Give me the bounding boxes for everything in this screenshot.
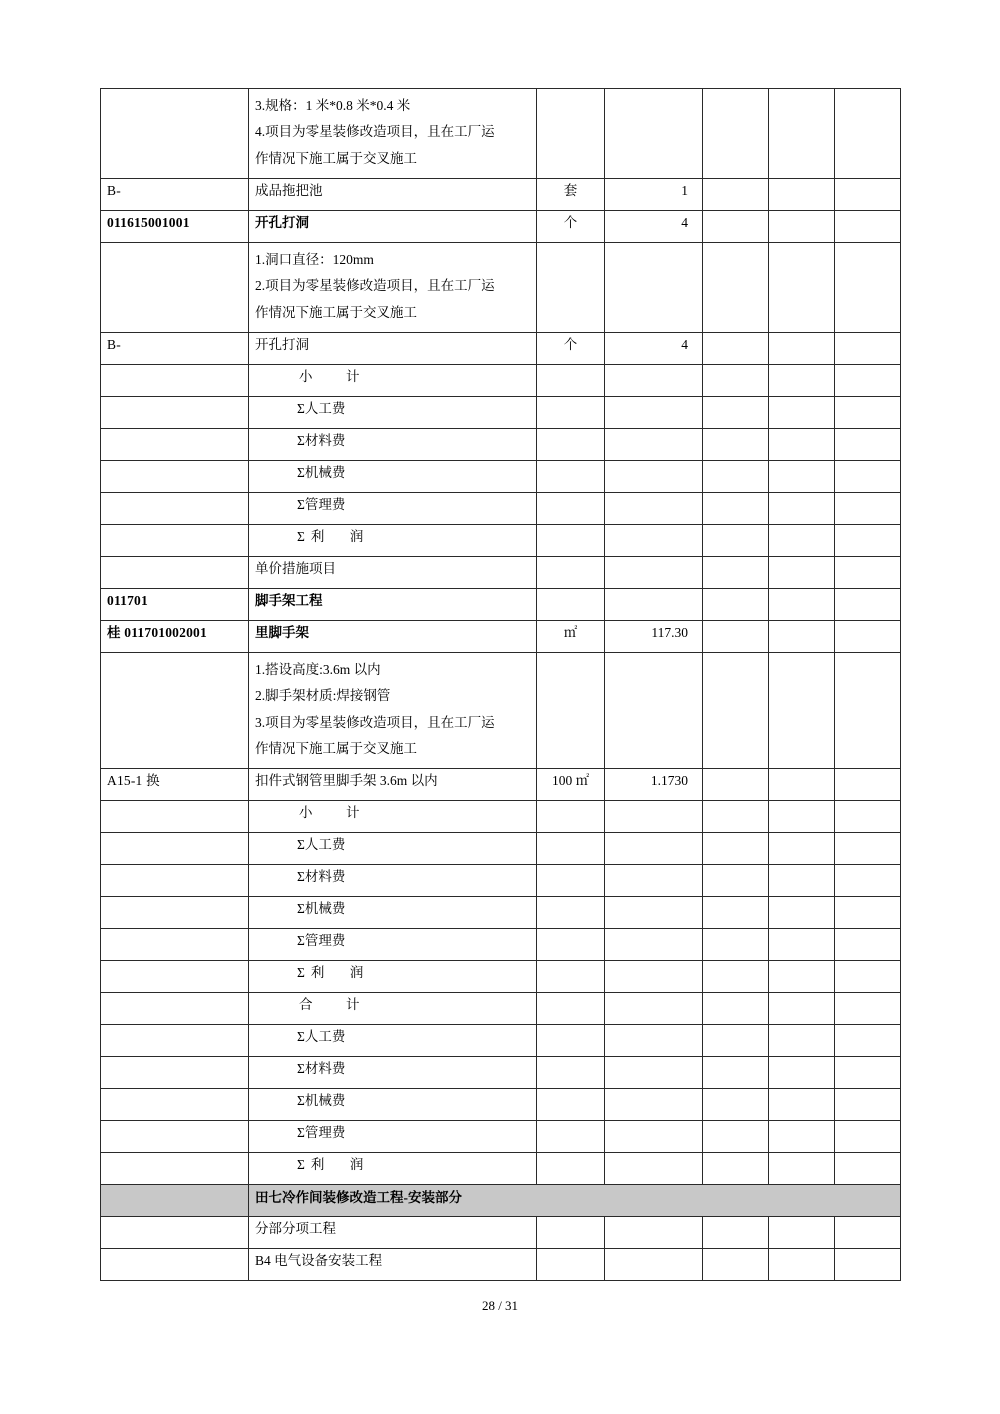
- cell-qty: 4: [605, 210, 703, 242]
- cell-price-2: [769, 801, 835, 833]
- cell-qty: [605, 1025, 703, 1057]
- boq-table-body: [101, 89, 901, 1281]
- cell-price-2: [769, 1153, 835, 1185]
- cell-code: [101, 1057, 249, 1089]
- cell-unit: [537, 242, 605, 332]
- cell-price-1: [703, 1089, 769, 1121]
- cell-qty: [605, 865, 703, 897]
- table-row: [101, 210, 901, 242]
- cell-price-3: [835, 833, 901, 865]
- desc-line: 1.洞口直径：120mm: [255, 251, 374, 267]
- cell-price-2: [769, 460, 835, 492]
- cell-price-3: [835, 524, 901, 556]
- cell-price-2: [769, 897, 835, 929]
- cell-price-3: [835, 588, 901, 620]
- cell-price-2: [769, 929, 835, 961]
- cell-price-3: [835, 1057, 901, 1089]
- cell-unit: [537, 961, 605, 993]
- desc-line: 4.项目为零星装修改造项目，且在工厂运: [255, 124, 495, 140]
- cell-price-3: [835, 1121, 901, 1153]
- cell-price-1: [703, 801, 769, 833]
- table-row-sigma: [101, 1153, 901, 1185]
- cell-code: [101, 428, 249, 460]
- cell-price-1: [703, 556, 769, 588]
- cell-price-2: [769, 1217, 835, 1249]
- desc-line: 作情况下施工属于交叉施工: [255, 304, 417, 320]
- cell-name: Σ材料费: [249, 1057, 537, 1089]
- boq-table: [100, 88, 901, 1281]
- cell-price-3: [835, 428, 901, 460]
- cell-qty: [605, 460, 703, 492]
- cell-unit: 套: [537, 178, 605, 210]
- cell-price-3: [835, 89, 901, 179]
- table-row-sigma: [101, 396, 901, 428]
- cell-name: Σ利 润: [249, 1153, 537, 1185]
- cell-qty: [605, 833, 703, 865]
- cell-price-3: [835, 460, 901, 492]
- cell-name: [249, 652, 537, 768]
- cell-code: B-: [101, 332, 249, 364]
- cell-code: [101, 89, 249, 179]
- cell-unit: [537, 89, 605, 179]
- table-row: [101, 1217, 901, 1249]
- cell-price-3: [835, 178, 901, 210]
- cell-price-1: [703, 865, 769, 897]
- cell-unit: [537, 897, 605, 929]
- cell-code: [101, 1217, 249, 1249]
- bill-of-quantities-sheet: [100, 88, 900, 1281]
- table-row-total: [101, 993, 901, 1025]
- cell-price-1: [703, 1025, 769, 1057]
- cell-section-title: [249, 1185, 901, 1217]
- desc-line: 1.搭设高度:3.6m 以内: [255, 661, 381, 677]
- desc-line: 3.规格：1 米*0.8 米*0.4 米: [255, 98, 411, 113]
- cell-price-1: [703, 1217, 769, 1249]
- cell-qty: 117.30: [605, 620, 703, 652]
- cell-name: 开孔打洞: [249, 210, 537, 242]
- cell-price-2: [769, 396, 835, 428]
- cell-price-1: [703, 1121, 769, 1153]
- cell-unit: [537, 556, 605, 588]
- cell-code: 桂 011701002001: [101, 620, 249, 652]
- table-row: [101, 769, 901, 801]
- cell-price-3: [835, 652, 901, 768]
- cell-unit: [537, 524, 605, 556]
- cell-price-3: [835, 364, 901, 396]
- cell-name: Σ人工费: [249, 833, 537, 865]
- cell-price-3: [835, 332, 901, 364]
- cell-qty: [605, 801, 703, 833]
- cell-price-3: [835, 1025, 901, 1057]
- cell-name: Σ材料费: [249, 865, 537, 897]
- cell-unit: [537, 1217, 605, 1249]
- page-number: 28 / 31: [481, 1298, 519, 1313]
- cell-price-2: [769, 993, 835, 1025]
- cell-code: [101, 1153, 249, 1185]
- cell-price-3: [835, 1089, 901, 1121]
- cell-price-1: [703, 428, 769, 460]
- cell-price-2: [769, 588, 835, 620]
- cell-price-3: [835, 556, 901, 588]
- cell-name: Σ人工费: [249, 396, 537, 428]
- cell-price-2: [769, 242, 835, 332]
- cell-unit: [537, 364, 605, 396]
- cell-price-3: [835, 210, 901, 242]
- cell-code: [101, 865, 249, 897]
- table-row-sigma: [101, 833, 901, 865]
- cell-qty: 4: [605, 332, 703, 364]
- cell-unit: [537, 1121, 605, 1153]
- cell-price-3: [835, 1217, 901, 1249]
- cell-price-1: [703, 396, 769, 428]
- cell-code: [101, 961, 249, 993]
- cell-qty: 1.1730: [605, 769, 703, 801]
- cell-qty: [605, 1121, 703, 1153]
- cell-price-2: [769, 210, 835, 242]
- cell-price-1: [703, 652, 769, 768]
- table-row-sigma: [101, 1025, 901, 1057]
- cell-price-3: [835, 929, 901, 961]
- cell-name: Σ管理费: [249, 929, 537, 961]
- cell-price-2: [769, 1025, 835, 1057]
- cell-price-3: [835, 961, 901, 993]
- cell-code: [101, 1025, 249, 1057]
- cell-price-2: [769, 1089, 835, 1121]
- table-row: [101, 89, 901, 179]
- cell-unit: [537, 492, 605, 524]
- desc-line: 2.项目为零星装修改造项目，且在工厂运: [255, 278, 495, 294]
- cell-qty: [605, 364, 703, 396]
- table-row-sigma: [101, 897, 901, 929]
- cell-unit: [537, 460, 605, 492]
- cell-unit: [537, 588, 605, 620]
- cell-qty: [605, 1153, 703, 1185]
- cell-unit: 100 ㎡: [537, 769, 605, 801]
- cell-name: 开孔打洞: [249, 332, 537, 364]
- cell-price-2: [769, 1121, 835, 1153]
- cell-unit: [537, 833, 605, 865]
- cell-code: [101, 1121, 249, 1153]
- cell-price-3: [835, 242, 901, 332]
- cell-price-3: [835, 769, 901, 801]
- cell-price-1: [703, 332, 769, 364]
- cell-price-1: [703, 1153, 769, 1185]
- cell-price-3: [835, 1153, 901, 1185]
- cell-code: [101, 1089, 249, 1121]
- section-title: 田七冷作间装修改造工程-安装部分: [255, 1190, 462, 1206]
- cell-qty: [605, 961, 703, 993]
- cell-price-2: [769, 833, 835, 865]
- cell-price-2: [769, 178, 835, 210]
- cell-code: B-: [101, 178, 249, 210]
- cell-unit: [537, 1153, 605, 1185]
- cell-name: Σ机械费: [249, 460, 537, 492]
- cell-code: [101, 929, 249, 961]
- cell-price-3: [835, 801, 901, 833]
- cell-code: [101, 524, 249, 556]
- cell-price-3: [835, 492, 901, 524]
- cell-name: Σ管理费: [249, 1121, 537, 1153]
- cell-price-1: [703, 929, 769, 961]
- cell-code: [101, 897, 249, 929]
- cell-code: [101, 460, 249, 492]
- cell-price-1: [703, 1057, 769, 1089]
- cell-unit: ㎡: [537, 620, 605, 652]
- cell-price-2: [769, 961, 835, 993]
- cell-qty: [605, 929, 703, 961]
- cell-price-3: [835, 396, 901, 428]
- cell-qty: [605, 396, 703, 428]
- table-row: [101, 620, 901, 652]
- cell-code: [101, 801, 249, 833]
- cell-unit: [537, 801, 605, 833]
- cell-code: 011615001001: [101, 210, 249, 242]
- cell-name: 里脚手架: [249, 620, 537, 652]
- cell-qty: [605, 242, 703, 332]
- cell-code: [101, 396, 249, 428]
- cell-price-2: [769, 620, 835, 652]
- cell-qty: [605, 1057, 703, 1089]
- cell-price-1: [703, 769, 769, 801]
- table-row: [101, 242, 901, 332]
- cell-price-2: [769, 524, 835, 556]
- cell-price-2: [769, 1057, 835, 1089]
- cell-qty: [605, 89, 703, 179]
- cell-code: [101, 364, 249, 396]
- table-row-subtotal: [101, 364, 901, 396]
- cell-unit: [537, 1025, 605, 1057]
- cell-price-2: [769, 332, 835, 364]
- cell-price-2: [769, 364, 835, 396]
- cell-name: Σ管理费: [249, 492, 537, 524]
- cell-name: 扣件式钢管里脚手架 3.6m 以内: [249, 769, 537, 801]
- cell-price-1: [703, 620, 769, 652]
- cell-price-3: [835, 865, 901, 897]
- cell-unit: 个: [537, 332, 605, 364]
- cell-name: Σ利 润: [249, 961, 537, 993]
- cell-name: 分部分项工程: [249, 1217, 537, 1249]
- cell-price-1: [703, 364, 769, 396]
- cell-code: [101, 556, 249, 588]
- cell-price-1: [703, 492, 769, 524]
- table-row-sigma: [101, 460, 901, 492]
- cell-price-1: [703, 524, 769, 556]
- table-row: [101, 652, 901, 768]
- cell-unit: [537, 652, 605, 768]
- cell-qty: [605, 492, 703, 524]
- cell-qty: [605, 588, 703, 620]
- cell-unit: [537, 1089, 605, 1121]
- cell-price-1: [703, 210, 769, 242]
- cell-qty: 1: [605, 178, 703, 210]
- table-row: [101, 332, 901, 364]
- table-row-sigma: [101, 524, 901, 556]
- cell-price-3: [835, 1249, 901, 1281]
- cell-name: Σ人工费: [249, 1025, 537, 1057]
- cell-name: B4 电气设备安装工程: [249, 1249, 537, 1281]
- cell-code: 011701: [101, 588, 249, 620]
- table-row: [101, 588, 901, 620]
- cell-qty: [605, 1249, 703, 1281]
- cell-price-2: [769, 865, 835, 897]
- cell-unit: [537, 929, 605, 961]
- table-row: [101, 178, 901, 210]
- cell-unit: [537, 1057, 605, 1089]
- cell-code: [101, 833, 249, 865]
- cell-name: [249, 242, 537, 332]
- cell-price-1: [703, 178, 769, 210]
- cell-price-1: [703, 833, 769, 865]
- table-row-sigma: [101, 1057, 901, 1089]
- cell-qty: [605, 897, 703, 929]
- table-row: [101, 556, 901, 588]
- cell-name: 合 计: [249, 993, 537, 1025]
- table-row-sigma: [101, 929, 901, 961]
- cell-price-1: [703, 242, 769, 332]
- cell-price-2: [769, 428, 835, 460]
- cell-qty: [605, 428, 703, 460]
- table-row: [101, 1249, 901, 1281]
- cell-price-2: [769, 769, 835, 801]
- cell-qty: [605, 1089, 703, 1121]
- cell-qty: [605, 1217, 703, 1249]
- cell-qty: [605, 993, 703, 1025]
- cell-name: 小 计: [249, 801, 537, 833]
- table-row-sigma: [101, 961, 901, 993]
- cell-code: [101, 1249, 249, 1281]
- cell-price-3: [835, 897, 901, 929]
- cell-qty: [605, 524, 703, 556]
- cell-price-2: [769, 1249, 835, 1281]
- cell-price-1: [703, 1249, 769, 1281]
- cell-name: 小 计: [249, 364, 537, 396]
- cell-code: [101, 993, 249, 1025]
- table-row-sigma: [101, 428, 901, 460]
- cell-name: Σ机械费: [249, 1089, 537, 1121]
- cell-price-1: [703, 89, 769, 179]
- cell-code: [101, 492, 249, 524]
- cell-unit: [537, 428, 605, 460]
- table-row-sigma: [101, 1121, 901, 1153]
- cell-name: 单价措施项目: [249, 556, 537, 588]
- cell-name: Σ材料费: [249, 428, 537, 460]
- table-row-sigma: [101, 492, 901, 524]
- cell-name: Σ利 润: [249, 524, 537, 556]
- desc-line: 3.项目为零星装修改造项目，且在工厂运: [255, 714, 495, 730]
- cell-price-2: [769, 556, 835, 588]
- cell-price-1: [703, 993, 769, 1025]
- cell-unit: 个: [537, 210, 605, 242]
- cell-price-2: [769, 492, 835, 524]
- cell-code: [101, 1185, 249, 1217]
- cell-price-2: [769, 652, 835, 768]
- cell-name: [249, 89, 537, 179]
- cell-unit: [537, 1249, 605, 1281]
- desc-line: 作情况下施工属于交叉施工: [255, 740, 417, 756]
- desc-line: 2.脚手架材质:焊接钢管: [255, 688, 391, 704]
- section-band-row: [101, 1185, 901, 1217]
- cell-qty: [605, 652, 703, 768]
- table-row-sigma: [101, 865, 901, 897]
- cell-code: A15-1 换: [101, 769, 249, 801]
- cell-name: 成品拖把池: [249, 178, 537, 210]
- cell-price-3: [835, 620, 901, 652]
- cell-price-1: [703, 460, 769, 492]
- cell-code: [101, 652, 249, 768]
- cell-price-1: [703, 588, 769, 620]
- cell-code: [101, 242, 249, 332]
- cell-unit: [537, 396, 605, 428]
- cell-unit: [537, 865, 605, 897]
- table-row-sigma: [101, 1089, 901, 1121]
- cell-price-3: [835, 993, 901, 1025]
- cell-name: Σ机械费: [249, 897, 537, 929]
- cell-price-1: [703, 961, 769, 993]
- table-row-subtotal: [101, 801, 901, 833]
- cell-price-2: [769, 89, 835, 179]
- cell-unit: [537, 993, 605, 1025]
- cell-price-1: [703, 897, 769, 929]
- desc-line: 作情况下施工属于交叉施工: [255, 150, 417, 166]
- cell-name: 脚手架工程: [249, 588, 537, 620]
- cell-qty: [605, 556, 703, 588]
